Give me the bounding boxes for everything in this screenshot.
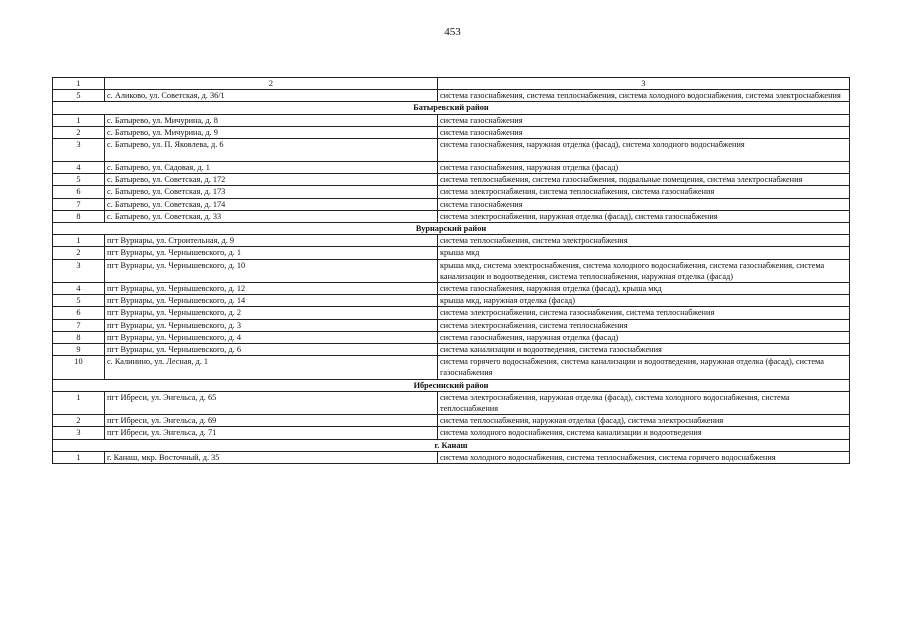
table-row [53, 126, 850, 138]
row-number-cell: 5 [53, 295, 105, 307]
row-number-cell: 3 [53, 139, 105, 162]
table-row [53, 451, 850, 463]
works-cell: система газоснабжения [438, 114, 850, 126]
column-number-1: 1 [53, 78, 105, 90]
address-cell: пгт Вурнары, ул. Строительная, д. 9 [105, 235, 438, 247]
row-number-cell: 7 [53, 198, 105, 210]
address-cell: пгт Вурнары, ул. Чернышевского, д. 10 [105, 259, 438, 282]
table-row [53, 319, 850, 331]
row-number-cell: 2 [53, 415, 105, 427]
address-cell: г. Канаш, мкр. Восточный, д. 35 [105, 451, 438, 463]
works-cell: система горячего водоснабжения, система канализации и водоотведения, наружная отделка (фасад), система газоснабжения [438, 356, 850, 379]
address-cell: пгт Ибреси, ул. Энгельса, д. 71 [105, 427, 438, 439]
table-row [53, 356, 850, 379]
table-row [53, 114, 850, 126]
works-cell: система электроснабжения, наружная отделка (фасад), система холодного водоснабжения, система теплоснабжения [438, 391, 850, 414]
row-number-cell: 4 [53, 162, 105, 174]
row-number-cell: 8 [53, 331, 105, 343]
row-number-cell: 2 [53, 126, 105, 138]
address-cell: пгт Вурнары, ул. Чернышевского, д. 6 [105, 344, 438, 356]
table-row [53, 186, 850, 198]
table-row [53, 162, 850, 174]
address-cell: пгт Ибреси, ул. Энгельса, д. 69 [105, 415, 438, 427]
works-cell: система газоснабжения, наружная отделка (фасад), система холодного водоснабжения [438, 139, 850, 162]
works-cell: система электроснабжения, система газоснабжения, система теплоснабжения [438, 307, 850, 319]
row-number-cell: 5 [53, 90, 105, 102]
works-cell: система газоснабжения, наружная отделка (фасад), крыша мкд [438, 283, 850, 295]
table-row [53, 331, 850, 343]
page-number: 453 [444, 26, 461, 38]
row-number-cell: 3 [53, 427, 105, 439]
table-row [53, 90, 850, 102]
row-number-cell: 5 [53, 174, 105, 186]
works-cell: крыша мкд, наружная отделка (фасад) [438, 295, 850, 307]
row-number-cell: 10 [53, 356, 105, 379]
address-cell: пгт Вурнары, ул. Чернышевского, д. 2 [105, 307, 438, 319]
address-cell: пгт Вурнары, ул. Чернышевского, д. 14 [105, 295, 438, 307]
table-row [53, 174, 850, 186]
district-heading: Вурнарский район [53, 223, 850, 235]
table-row [53, 307, 850, 319]
works-cell: система холодного водоснабжения, система теплоснабжения, система горячего водоснабжения [438, 451, 850, 463]
row-number-cell: 1 [53, 451, 105, 463]
works-cell: крыша мкд [438, 247, 850, 259]
table-row [53, 235, 850, 247]
table-body [53, 78, 850, 464]
works-cell: система газоснабжения [438, 126, 850, 138]
row-number-cell: 3 [53, 259, 105, 282]
works-cell: система электроснабжения, система теплоснабжения, система газоснабжения [438, 186, 850, 198]
column-number-2: 2 [105, 78, 438, 90]
address-cell: с. Батырево, ул. Садовая, д. 1 [105, 162, 438, 174]
table-row [53, 283, 850, 295]
table-row [53, 259, 850, 282]
address-cell: с. Батырево, ул. Советская, д. 33 [105, 210, 438, 222]
address-cell: с. Батырево, ул. Советская, д. 173 [105, 186, 438, 198]
row-number-cell: 1 [53, 114, 105, 126]
row-number-cell: 8 [53, 210, 105, 222]
table-row [53, 415, 850, 427]
works-cell: система электроснабжения, система теплоснабжения [438, 319, 850, 331]
table-row [53, 139, 850, 162]
row-number-cell: 6 [53, 186, 105, 198]
works-cell: система теплоснабжения, система газоснабжения, подвальные помещения, система электроснабжения [438, 174, 850, 186]
works-cell: система газоснабжения, система теплоснабжения, система холодного водоснабжения, система электроснабжения [438, 90, 850, 102]
address-cell: пгт Вурнары, ул. Чернышевского, д. 1 [105, 247, 438, 259]
row-number-cell: 1 [53, 391, 105, 414]
table-row [53, 247, 850, 259]
row-number-cell: 4 [53, 283, 105, 295]
district-heading: Батыревский район [53, 102, 850, 114]
row-number-cell: 7 [53, 319, 105, 331]
address-cell: пгт Вурнары, ул. Чернышевского, д. 4 [105, 331, 438, 343]
address-cell: с. Батырево, ул. Мичурина, д. 9 [105, 126, 438, 138]
table-row [53, 391, 850, 414]
address-cell: с. Аликово, ул. Советская, д. 36/1 [105, 90, 438, 102]
district-heading-row [53, 223, 850, 235]
row-number-cell: 9 [53, 344, 105, 356]
district-heading-row [53, 439, 850, 451]
address-cell: с. Батырево, ул. Советская, д. 174 [105, 198, 438, 210]
works-cell: система электроснабжения, наружная отделка (фасад), система газоснабжения [438, 210, 850, 222]
works-cell: система канализации и водоотведения, система газоснабжения [438, 344, 850, 356]
housing-repair-table [52, 77, 850, 464]
column-number-3: 3 [438, 78, 850, 90]
table-row [53, 198, 850, 210]
district-heading: г. Канаш [53, 439, 850, 451]
works-cell: система газоснабжения, наружная отделка (фасад) [438, 162, 850, 174]
row-number-cell: 6 [53, 307, 105, 319]
address-cell: с. Калинино, ул. Лесная, д. 1 [105, 356, 438, 379]
works-cell: система холодного водоснабжения, система канализации и водоотведения [438, 427, 850, 439]
address-cell: пгт Вурнары, ул. Чернышевского, д. 12 [105, 283, 438, 295]
works-cell: крыша мкд, система электроснабжения, система холодного водоснабжения, система газоснабжения, система канализации и водоотведения, система теплоснабжения, наружная отделка (фасад) [438, 259, 850, 282]
address-cell: с. Батырево, ул. Мичурина, д. 8 [105, 114, 438, 126]
address-cell: пгт Ибреси, ул. Энгельса, д. 65 [105, 391, 438, 414]
works-cell: система теплоснабжения, наружная отделка (фасад), система электроснабжения [438, 415, 850, 427]
works-cell: система газоснабжения, наружная отделка (фасад) [438, 331, 850, 343]
table-row [53, 427, 850, 439]
address-cell: с. Батырево, ул. П. Яковлева, д. 6 [105, 139, 438, 162]
works-cell: система газоснабжения [438, 198, 850, 210]
district-heading-row [53, 102, 850, 114]
address-cell: с. Батырево, ул. Советская, д. 172 [105, 174, 438, 186]
table-row [53, 344, 850, 356]
column-number-row [53, 78, 850, 90]
district-heading: Ибресинский район [53, 379, 850, 391]
table-row [53, 210, 850, 222]
address-cell: пгт Вурнары, ул. Чернышевского, д. 3 [105, 319, 438, 331]
row-number-cell: 1 [53, 235, 105, 247]
district-heading-row [53, 379, 850, 391]
row-number-cell: 2 [53, 247, 105, 259]
works-cell: система теплоснабжения, система электроснабжения [438, 235, 850, 247]
table-row [53, 295, 850, 307]
